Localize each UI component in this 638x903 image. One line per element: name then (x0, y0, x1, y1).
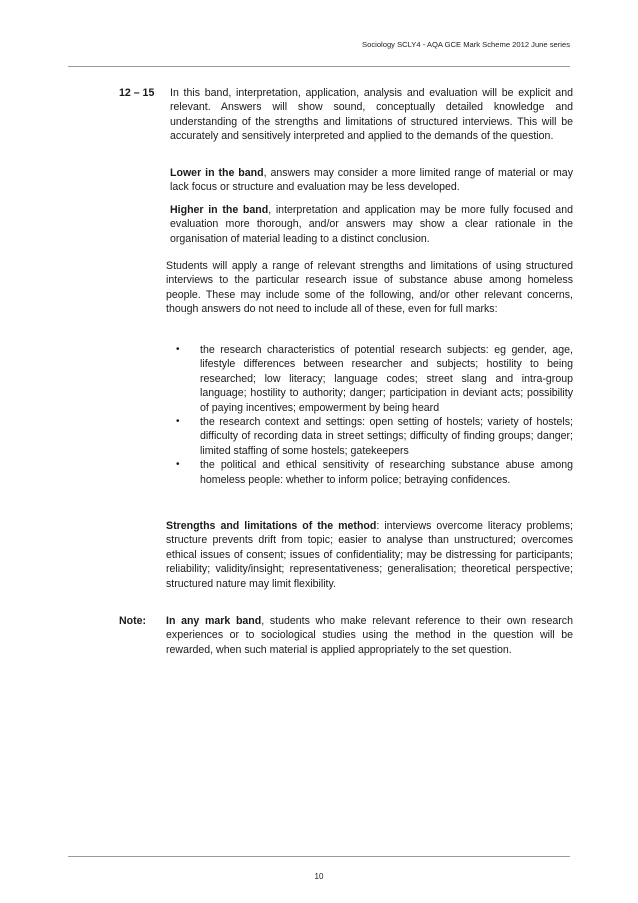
band-label: 12 – 15 (119, 87, 155, 99)
bullet-icon: • (176, 344, 180, 355)
lower-band-paragraph (170, 166, 573, 195)
method-text: : interviews overcome literacy problems; structure prevents drift from topic; easier to analyse than unstructured; overcomes ethical issues of consent; issues of confidentiality; may be distressing for participants; reliability; validity/insight; representativeness; generalisation; theoretical perspective; structured nature may limit flexibility. (166, 520, 574, 590)
note-paragraph (166, 614, 573, 657)
band-intro: In this band, interpretation, application, analysis and evaluation will be explicit and relevant. Answers will show sound, conceptually detailed knowledge and understanding of the strengths and limitations of structured interviews. This will be accurately and sensitively interpreted and applied to the demands of the question. (170, 87, 573, 143)
header-rule (68, 66, 570, 67)
list-item: • the research characteristics of potential research subjects: eg gender, age, lifestyle differences between researcher and subjects; hostility to being researched; low literacy; language codes; street slang and intra-group language; hostility to authority; danger; participation in deviant acts; possibility of paying incentives; empowerment by being heard (176, 344, 573, 414)
lower-band-lead: Lower in the band (170, 167, 264, 179)
note-lead: In any mark band (166, 615, 262, 627)
bullet-icon: • (176, 416, 180, 428)
concerns-list (176, 343, 573, 487)
higher-band-lead: Higher in the band (170, 204, 269, 216)
list-item: • the political and ethical sensitivity of researching substance abuse among homeless people: whether to inform police; betraying confidences. (176, 459, 573, 486)
note-label: Note: (119, 615, 147, 627)
students-paragraph: Students will apply a range of relevant strengths and limitations of using structured interviews to the particular research issue of substance abuse among homeless people. These may include some of the following, and/or other relevant concerns, though answers do not need to include all of these, even for full marks: (166, 260, 573, 316)
lower-band-text: , answers may consider a more limited range of material or may lack focus or structure and evaluation may be less developed. (170, 167, 573, 194)
footer-rule (68, 856, 570, 857)
higher-band-text: , interpretation and application may be more fully focused and evaluation more thorough, and/or answers may show a clear rationale in the organisation of material leading to a distinct conclusion. (170, 204, 573, 245)
list-item: • the research context and settings: open setting of hostels; variety of hostels; difficulty of recording data in street settings; difficulty of finding groups; danger; limited staffing of some hostels; gatekeepers (176, 416, 573, 457)
higher-band-paragraph (170, 203, 573, 246)
page-number: 10 (314, 872, 324, 881)
method-lead: Strengths and limitations of the method (166, 520, 377, 532)
running-header: Sociology SCLY4 - AQA GCE Mark Scheme 2012 June series (362, 40, 570, 49)
method-paragraph (166, 519, 573, 591)
note-text: , students who make relevant reference to their own research experiences or to sociological studies using the method in the question will be rewarded, when such material is applied appropriately to the set question. (166, 615, 573, 656)
bullet-icon: • (176, 459, 180, 471)
